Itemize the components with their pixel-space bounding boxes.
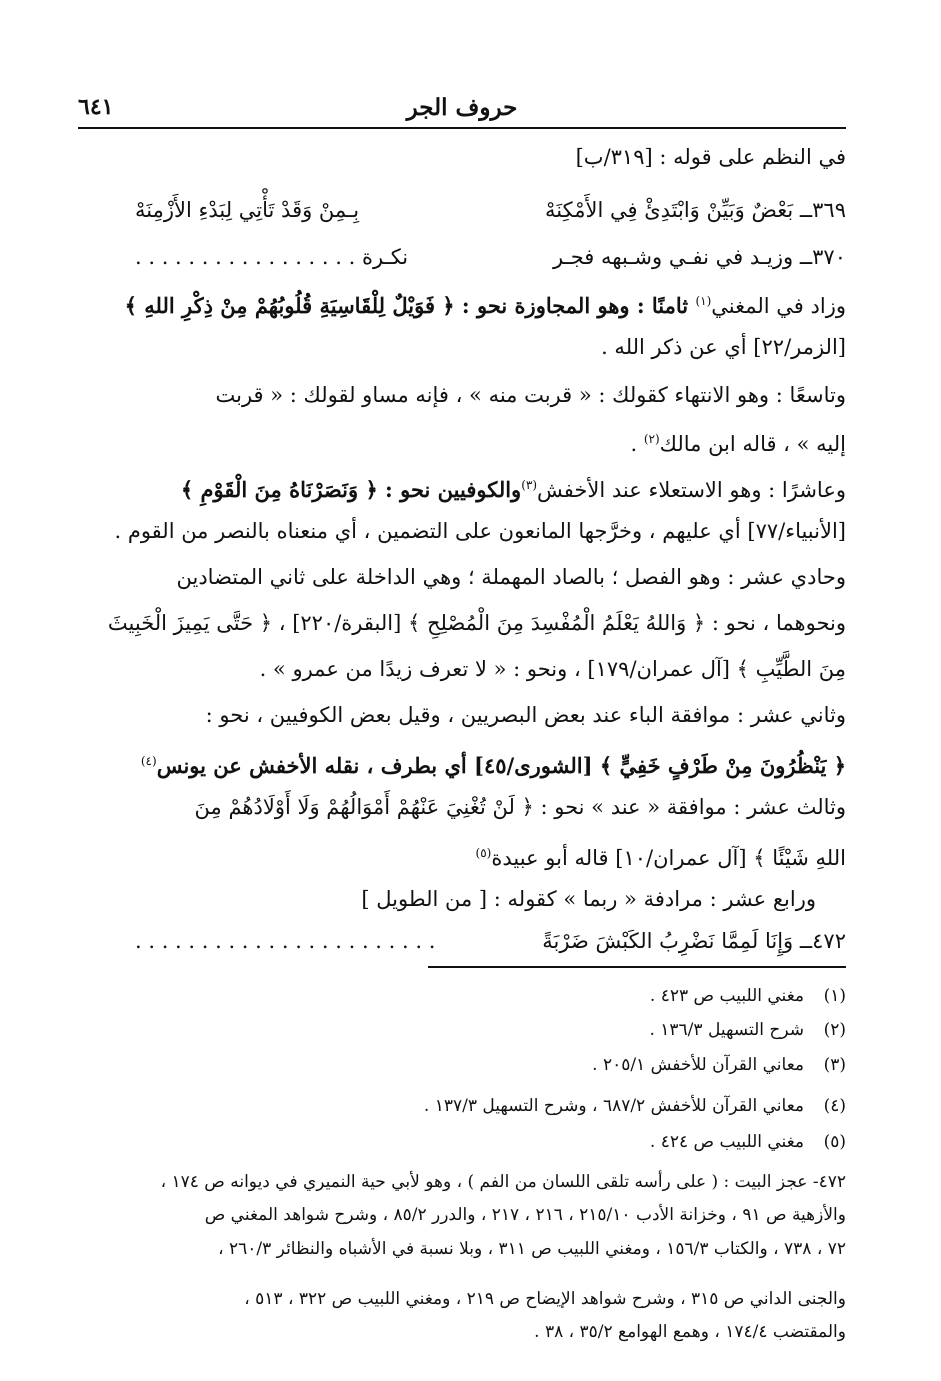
verse-472 (80, 924, 846, 958)
footnote: (١)مغني اللبيب ص ٤٢٣ . (649, 986, 846, 1006)
page-number: ٦٤١ (78, 94, 114, 120)
verse-second-half: بِـمِنْ وَقَدْ تَأْتِي لِبَدْءِ الأَزْمِنَهْ (135, 198, 360, 222)
verse-source-note: والجنى الداني ص ٣١٥ ، وشرح شواهد الإيضاح ص ٢١٩ ، ومغني اللبيب ص ٣٢٢ ، ٥١٣ ، (244, 1289, 846, 1309)
footnote-marker: (١) (695, 294, 712, 308)
footnote-rule (428, 966, 846, 968)
verse-first-half: ٣٦٩ــ بَعْضٌ وَبَيِّنْ وَابْتَدِئْ فِي الأَمْكِنَهْ (545, 198, 846, 222)
text-line: في النظم على قوله : [٣١٩/ب] (575, 145, 846, 169)
header-rule (78, 127, 846, 129)
verse-source-note: ٧٢ ، ٧٣٨ ، والكتاب ١٥٦/٣ ، ومغني اللبيب ص ٣١١ ، وبلا نسبة في الأشباه والنظائر ٢٦٠/٣ ، (218, 1239, 846, 1259)
text-line: وعاشرًا : وهو الاستعلاء عند الأخفش$^{(٣)}$والكوفيين نحو : ﴿ وَنَصَرْنَاهُ مِنَ الْقَوْمِ ﴾ (180, 477, 846, 502)
text-line: ونحوهما ، نحو : ﴿ وَاللهُ يَعْلَمُ الْمُفْسِدَ مِنَ الْمُصْلِحِ ﴾ [البقرة/٢٢٠] ، ﴿ حَتَّى يَمِيزَ الْخَبِيثَ (107, 611, 846, 635)
verse-source-note: والأزهية ص ٩١ ، وخزانة الأدب ٢١٥/١٠ ، ٢١٦ ، ٢١٧ ، والدرر ٨٥/٢ ، وشرح شواهد المغني ص (204, 1205, 846, 1225)
verse-second-half: . . . . . . . . . . . . . . . . . . . . . . . (135, 929, 436, 953)
verse-first-half: ٣٧٠ــ وزيـد في نفـي وشـبهه فجـر (553, 245, 846, 269)
footnote-marker: (٤) (140, 754, 157, 768)
verse-source-note: ٤٧٢- عجز البيت : ( على رأسه تلقى اللسان من الفم ) ، وهو لأبي حية النميري في ديوانه ص ١٧٤ ، (160, 1172, 846, 1192)
footnote: (٣)معاني القرآن للأخفش ٢٠٥/١ . (592, 1055, 846, 1075)
footnote: (٢)شرح التسهيل ١٣٦/٣ . (649, 1020, 846, 1040)
footnote-marker: (٣) (521, 478, 538, 492)
text-line: إليه » ، قاله ابن مالك$^{(٢)}$ . (630, 432, 846, 456)
text-line: مِنَ الطَّيِّبِ ﴾ [آل عمران/١٧٩] ، ونحو : « لا تعرف زيدًا من عمرو » . (259, 657, 846, 681)
page-header (78, 92, 846, 126)
verse-369 (80, 193, 846, 227)
verse-first-half: ٤٧٢ــ وَإِنَا لَمِمَّا نَضْرِبُ الكَبْشَ ضَرْبَةً (542, 929, 846, 953)
running-head: حروف الجر (406, 94, 518, 121)
footnote: (٤)معاني القرآن للأخفش ٦٨٧/٢ ، وشرح التسهيل ١٣٧/٣ . (423, 1096, 846, 1116)
verse-source-note: والمقتضب ١٧٤/٤ ، وهمع الهوامع ٣٥/٢ ، ٣٨ . (534, 1322, 846, 1342)
text-line: وثاني عشر : موافقة الباء عند بعض البصريين ، وقيل بعض الكوفيين ، نحو : (205, 703, 846, 727)
footnote-marker: (٢) (643, 432, 660, 446)
text-line: وثالث عشر : موافقة « عند » نحو : ﴿ لَنْ تُغْنِيَ عَنْهُمْ أَمْوَالُهُمْ وَلَا أَوْلَادُهُمْ مِنَ (194, 795, 846, 819)
text-line: وحادي عشر : وهو الفصل ؛ بالصاد المهملة ؛ وهي الداخلة على ثاني المتضادين (176, 565, 846, 589)
text-line: ﴿ يَنْظُرُونَ مِنْ طَرْفٍ خَفِيٍّ ﴾ [الشورى/٤٥] أي بطرف ، نقله الأخفش عن يونس$^{(٤)}$ (140, 753, 846, 778)
text-line: [الأنبياء/٧٧] أي عليهم ، وخرَّجها المانعون على التضمين ، أي منعناه بالنصر من القوم . (114, 519, 846, 543)
text-line: وزاد في المغني$^{(١)}$ ثامنًا : وهو المجاوزة نحو : ﴿ فَوَيْلٌ لِلْقَاسِيَةِ قُلُوبُهُمْ مِنْ ذِكْرِ اللهِ ﴾ (124, 293, 846, 318)
verse-second-half: نكـرة . . . . . . . . . . . . . . . . . (135, 245, 409, 269)
verse-370 (80, 240, 846, 274)
footnote: (٥)مغني اللبيب ص ٤٢٤ . (649, 1132, 846, 1152)
text-line: ورابع عشر : مرادفة « ربما » كقوله : [ من الطويل ] (361, 887, 816, 911)
text-line: [الزمر/٢٢] أي عن ذكر الله . (601, 335, 846, 359)
text-line: وتاسعًا : وهو الانتهاء كقولك : « قربت منه » ، فإنه مساو لقولك : « قربت (215, 383, 846, 407)
footnote-marker: (٥) (475, 846, 492, 860)
text-line: اللهِ شَيْئًا ﴾ [آل عمران/١٠] قاله أبو عبيدة$^{(٥)}$ (475, 846, 846, 870)
